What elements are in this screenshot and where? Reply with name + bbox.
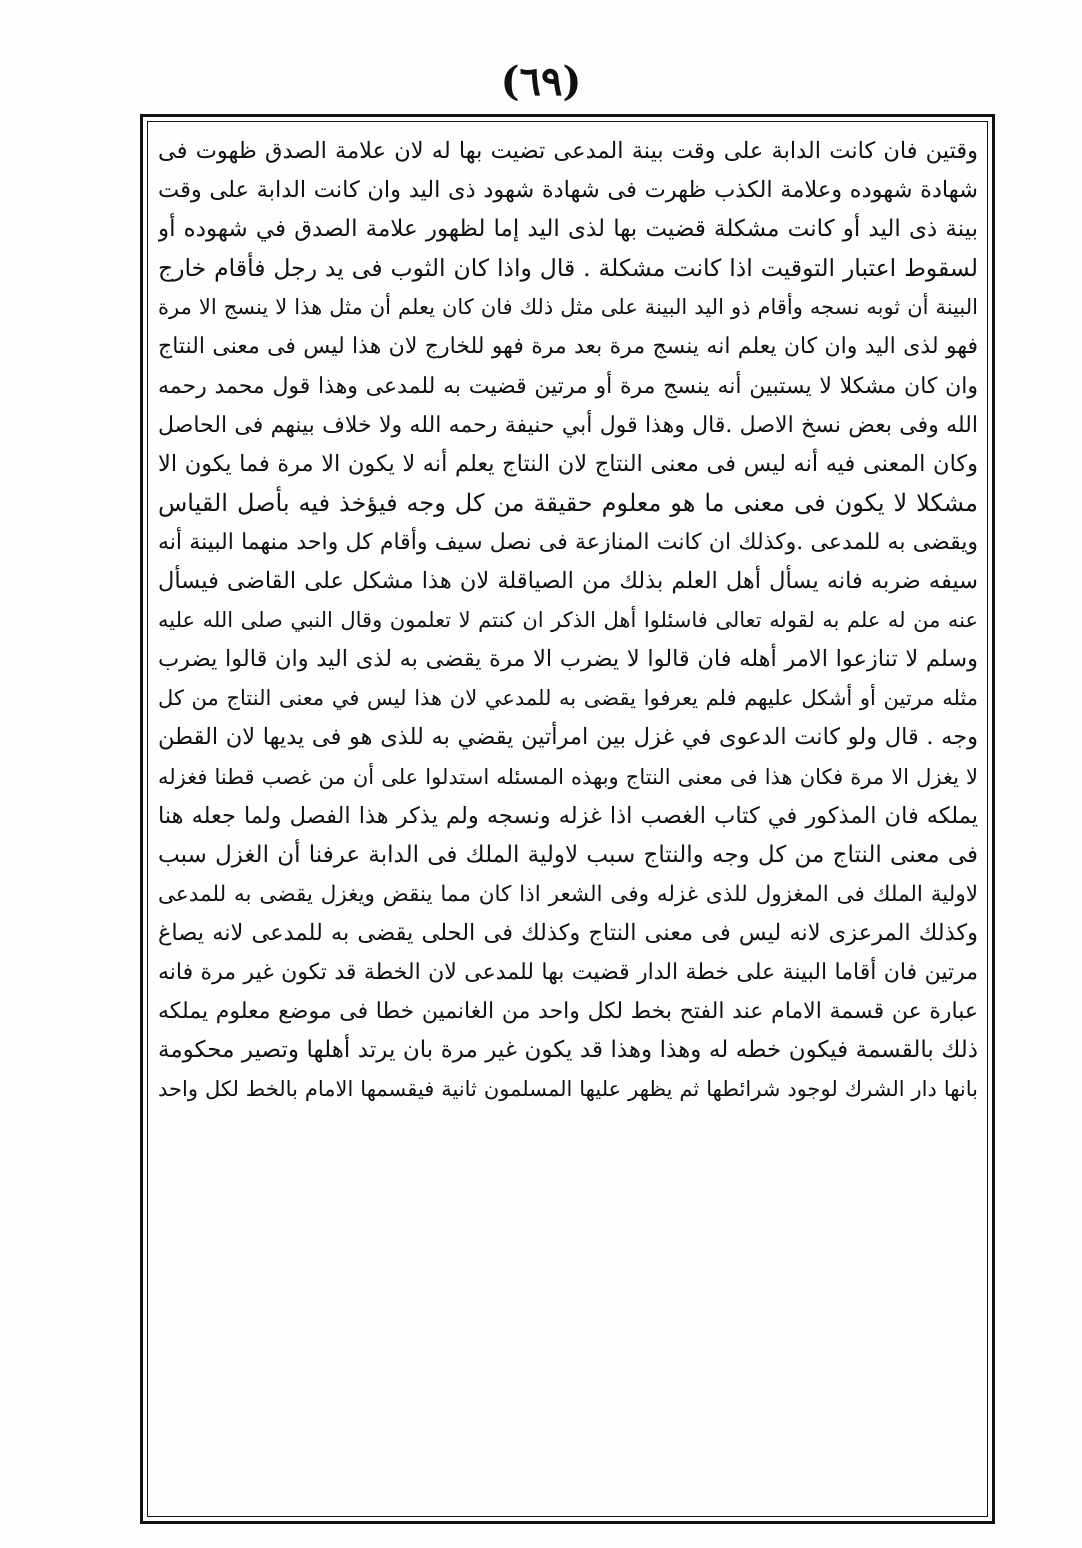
text-line: فى معنى النتاج من كل وجه والنتاج سبب لاولية الملك فى الدابة عرفنا أن الغزل سبب (158, 841, 978, 868)
text-line: عنه من له علم به لقوله تعالى فاسئلوا أهل الذكر ان كنتم لا تعلمون وقال النبي صلى الله عليه (158, 608, 978, 633)
text-line: وجه . قال ولو كانت الدعوى في غزل بين امرأتين يقضي به للذى هو فى يديها لان القطن (158, 724, 978, 751)
text-line: وكان المعنى فيه أنه ليس فى معنى النتاج لان النتاج يعلم أنه لا يكون الا مرة فما يكون الا (158, 450, 978, 477)
text-line: عبارة عن قسمة الامام عند الفتح بخط لكل واحد من الغانمين خطا فى موضع معلوم يملكه (158, 999, 978, 1025)
text-line: مثله مرتين أو أشكل عليهم فلم يعرفوا يقضى به للمدعي لان هذا ليس في معنى النتاج من كل (158, 686, 978, 711)
text-line: ذلك بالقسمة فيكون خطه له وهذا وهذا قد يكون غير مرة بان يرتد أهلها وتصير محكومة (158, 1037, 978, 1064)
text-line: مشكلا لا يكون فى معنى ما هو معلوم حقيقة من كل وجه فيؤخذ فيه بأصل القياس (158, 488, 978, 517)
text-line: بينة ذى اليد أو كانت مشكلة قضيت بها لذى اليد إما لظهور علامة الصدق في شهوده أو (158, 216, 978, 243)
text-line: البينة أن ثوبه نسجه وأقام ذو اليد البينة على مثل ذلك فان كان يعلم أن مثل هذا لا ينسج الا مرة (158, 295, 978, 320)
text-line: ويقضى به للمدعى .وكذلك ان كانت المنازعة فى نصل سيف وأقام كل واحد منهما البينة أنه (158, 529, 978, 555)
text-line: وكذلك المرعزى لانه ليس فى معنى النتاج وكذلك فى الحلى يقضى به للمدعى لانه يصاغ (158, 919, 978, 946)
text-line: لسقوط اعتبار التوقيت اذا كانت مشكلة . قال واذا كان الثوب فى يد رجل فأقام خارج (158, 254, 978, 283)
text-line: وان كان مشكلا لا يستبين أنه ينسج مرة أو مرتين قضيت به للمدعى وهذا قول محمد رحمه (158, 373, 978, 399)
text-line: لا يغزل الا مرة فكان هذا فى معنى النتاج وبهذه المسئله استدلوا على أن من غصب قطنا فغزله (158, 764, 978, 789)
text-line: وقتين فان كانت الدابة على وقت بينة المدعى تضيت بها له لان علامة الصدق ظهوت فى (158, 138, 978, 164)
text-line: شهادة شهوده وعلامة الكذب ظهرت فى شهادة شهود ذى اليد وان كانت الدابة على وقت (158, 177, 978, 204)
text-line: سيفه ضربه فانه يسأل أهل العلم بذلك من الصياقلة لان هذا مشكل على القاضى فيسأل (158, 568, 978, 595)
text-line: بانها دار الشرك لوجود شرائطها ثم يظهر عليها المسلمون ثانية فيقسمها الامام بالخط لكل واحد (158, 1077, 978, 1102)
text-line: مرتين فان أقاما البينة على خطة الدار قضيت بها للمدعى لان الخطة قد تكون غير مرة فانه (158, 959, 978, 985)
text-line: لاولية الملك فى المغزول للذى غزله وفى الشعر اذا كان مما ينقض ويغزل يقضى به للمدعى (158, 881, 978, 907)
text-line: يملكه فان المذكور في كتاب الغصب اذا غزله ونسجه ولم يذكر هذا الفصل ولما جعله هنا (158, 802, 978, 829)
text-line: الله وفى بعض نسخ الاصل .قال وهذا قول أبي حنيفة رحمه الله ولا خلاف بينهم فى الحاصل (158, 412, 978, 438)
text-line: وسلم لا تنازعوا الامر أهله فان قالوا لا يضرب الا مرة يقضى به لذى اليد وان قالوا يضرب (158, 646, 978, 673)
text-line: فهو لذى اليد وان كان يعلم انه ينسج مرة بعد مرة فهو للخارج لان هذا ليس فى معنى النتاج (158, 334, 978, 360)
body-text (158, 132, 978, 1502)
page-number: (٦٩) (500, 58, 582, 105)
